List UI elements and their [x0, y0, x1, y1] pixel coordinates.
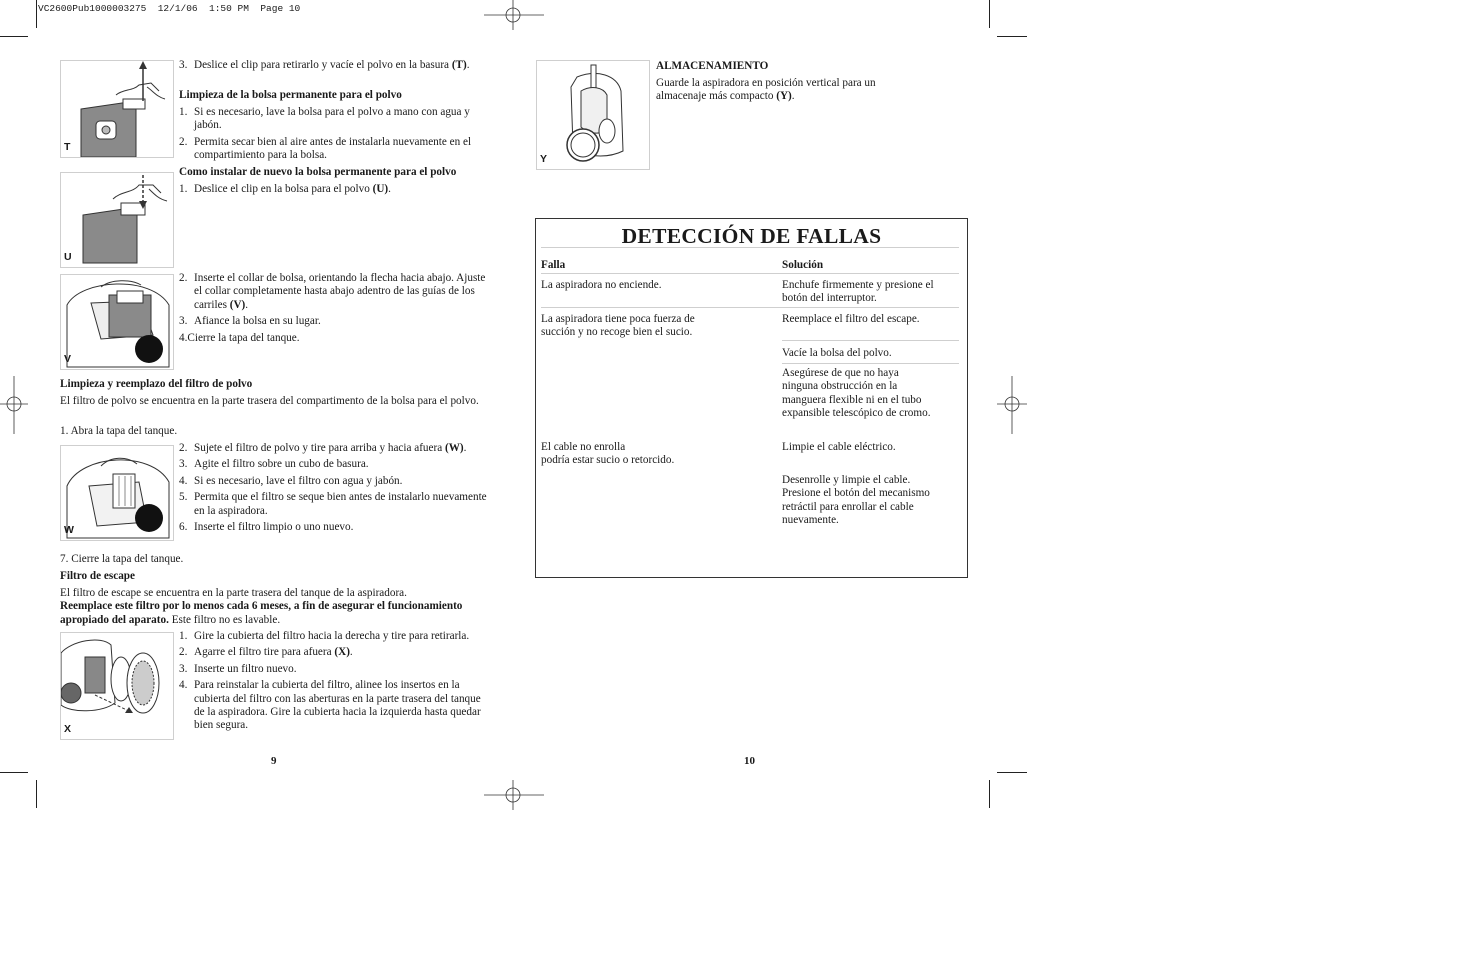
page-number-right: 10: [744, 755, 755, 767]
row2-solution-b: Vacíe la bolsa del polvo.: [782, 347, 892, 359]
storage-heading: ALMACENAMIENTO: [656, 60, 769, 72]
list-item: 1. Si es necesario, lave la bolsa para el polvo a mano con agua y jabón.: [179, 106, 470, 132]
clean-bag-heading: Limpieza de la bolsa permanente para el polvo: [179, 89, 402, 101]
list-item: 4.Cierre la tapa del tanque.: [179, 331, 300, 344]
filter-intro: El filtro de polvo se encuentra en la parte trasera del compartimento de la bolsa para el polvo.: [60, 395, 479, 407]
figure-label: Y: [540, 152, 548, 165]
row3-solution-b: Desenrolle y limpie el cable. Presione el botón del mecanismo retráctil para enrollar el cable nuevamente.: [782, 474, 930, 527]
row2-solution-c: Asegúrese de que no haya ninguna obstrucción en la manguera flexible ni en el tubo expansible telescópico de cromo.: [782, 367, 931, 420]
steps-v: [179, 272, 491, 345]
registration-mark-top: [484, 0, 544, 32]
exhaust-intro: El filtro de escape se encuentra en la parte trasera del tanque de la aspiradora. Reemplace este filtro por lo menos cada 6 meses, a fin de asegurar el funcionamiento apropiado del aparato. Este filtro no es lavable.: [60, 587, 463, 626]
figure-y: [536, 60, 650, 170]
list-item: 2. Permita secar bien al aire antes de instalarla nuevamente en el compartimiento para la bolsa.: [179, 135, 472, 162]
column-header-fault: Falla: [541, 259, 566, 271]
row1-fault: La aspiradora no enciende.: [541, 279, 662, 291]
list-item: 1. Gire la cubierta del filtro hacia la derecha y tire para retirarla.: [179, 630, 470, 642]
registration-mark-bottom: [484, 780, 544, 812]
reinstall-step1: 1. Deslice el clip en la bolsa para el polvo (U).: [179, 183, 391, 195]
upright-storage-illustration: [537, 61, 649, 169]
row3-solution-a: Limpie el cable eléctrico.: [782, 441, 896, 453]
print-slug: VC2600Pub1000003275 12/1/06 1:50 PM Page 10: [38, 3, 301, 14]
figure-v: [60, 274, 174, 370]
filter-step1: 1. Abra la tapa del tanque.: [60, 425, 178, 437]
exhaust-filter-illustration: [61, 633, 173, 739]
list-item: 3. Afiance la bolsa en su lugar.: [179, 315, 321, 328]
row1-solution: Enchufe firmemente y presione el botón del interruptor.: [782, 279, 934, 305]
figure-x: [60, 632, 174, 740]
filter-step7: 7. Cierre la tapa del tanque.: [60, 553, 184, 565]
list-item: 5. Permita que el filtro se seque bien antes de instalarlo nuevamente en la aspiradora.: [179, 491, 487, 517]
figure-label: T: [64, 140, 71, 153]
list-item: 2. Inserte el collar de bolsa, orientando la flecha hacia abajo. Ajuste el collar completamente hasta abajo adentro de las guías de los carriles (V).: [179, 272, 486, 311]
registration-mark-right: [997, 376, 1027, 434]
registration-mark-left: [0, 376, 30, 434]
list-item: 3. Inserte un filtro nuevo.: [179, 662, 297, 675]
figure-label: V: [64, 352, 72, 365]
figure-w: [60, 445, 174, 541]
figure-t: [60, 60, 174, 158]
list-item: 4. Para reinstalar la cubierta del filtro, alinee los insertos en la cubierta del filtro con las aberturas en la parte trasera del tanque de la aspiradora. Gire la cubierta hacia la izquierda hasta quedar bien segura.: [179, 679, 481, 732]
row3-fault: El cable no enrolla podría estar sucio o retorcido.: [541, 441, 675, 467]
list-item: 2. Sujete el filtro de polvo y tire para arriba y hacia afuera (W).: [179, 442, 467, 454]
troubleshooting-table: [535, 218, 968, 578]
list-item: 4. Si es necesario, lave el filtro con agua y jabón.: [179, 474, 403, 487]
figure-u: [60, 172, 174, 268]
exhaust-heading: Filtro de escape: [60, 570, 135, 582]
list-item: 3. Agite el filtro sobre un cubo de basura.: [179, 458, 369, 471]
filter-heading: Limpieza y reemplazo del filtro de polvo: [60, 378, 253, 390]
row2-fault: La aspiradora tiene poca fuerza de succión y no recoge bien el sucio.: [541, 313, 695, 339]
storage-text: Guarde la aspiradora en posición vertical para un almacenaje más compacto (Y).: [656, 77, 876, 103]
list-item: 2. Agarre el filtro tire para afuera (X).: [179, 646, 353, 659]
clean-bag-steps: [179, 106, 491, 163]
column-header-solution: Solución: [782, 259, 824, 271]
bag-collar-illustration: [61, 275, 173, 369]
figure-label: U: [64, 250, 72, 263]
row2-solution-a: Reemplace el filtro del escape.: [782, 313, 920, 325]
dust-filter-illustration: [61, 446, 173, 540]
steps-x: [179, 630, 491, 733]
reinstall-heading: Como instalar de nuevo la bolsa permanente para el polvo: [179, 166, 457, 178]
bag-clip-insert-illustration: [61, 173, 173, 267]
table-title: DETECCIÓN DE FALLAS: [621, 224, 882, 248]
figure-label: X: [64, 722, 72, 735]
bag-clip-remove-illustration: [61, 61, 173, 157]
steps-w: [179, 442, 491, 534]
figure-label: W: [64, 523, 74, 536]
step-t3: 3. Deslice el clip para retirarlo y vacíe el polvo en la basura (T).: [179, 59, 470, 71]
page-number-left: 9: [271, 755, 277, 767]
list-item: 6. Inserte el filtro limpio o uno nuevo.: [179, 521, 354, 534]
